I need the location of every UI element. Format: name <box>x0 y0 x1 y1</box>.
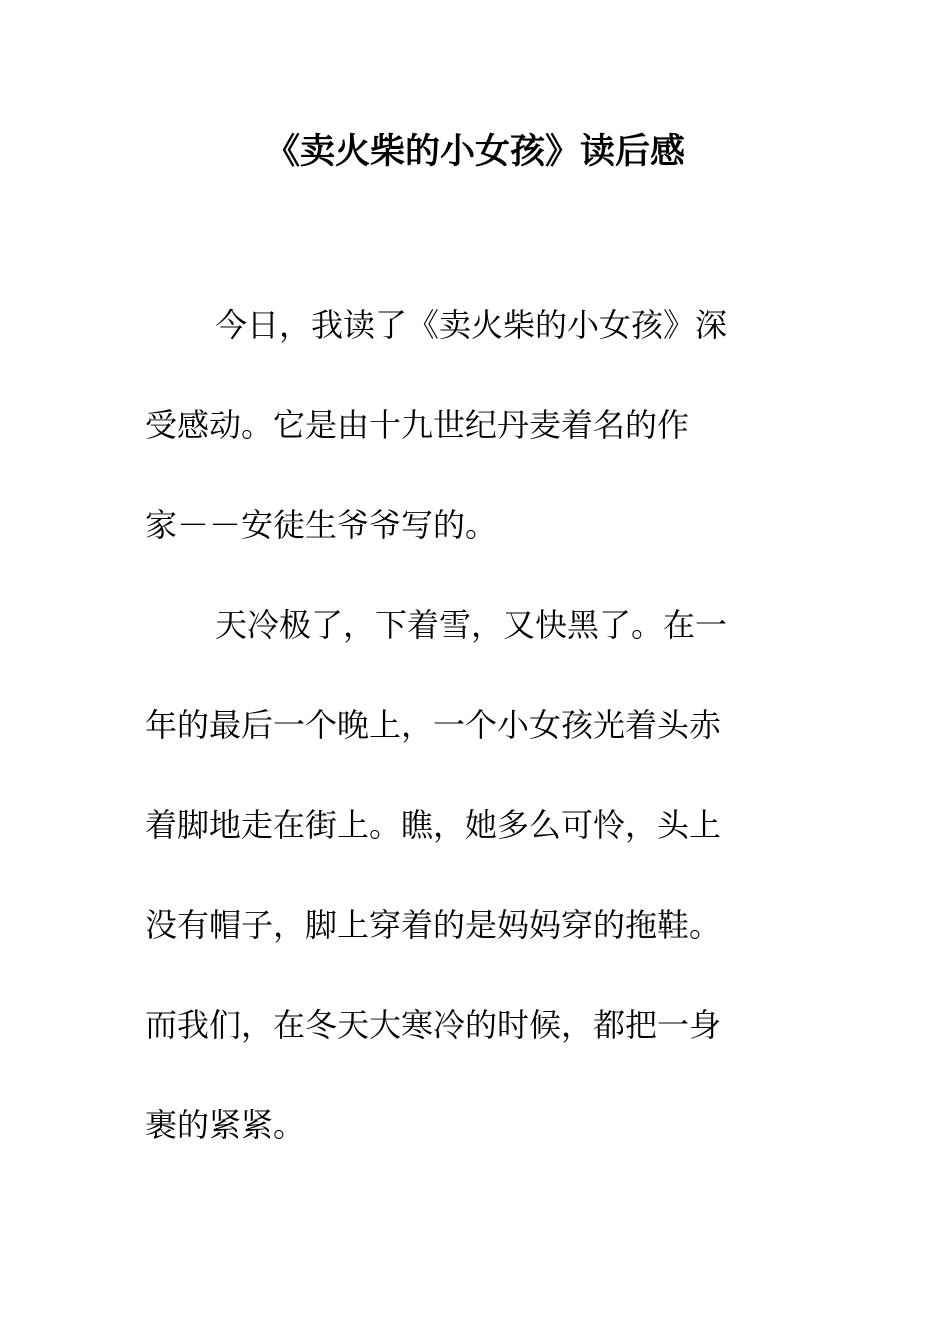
paragraph-2-line-6: 裹的紧紧。 <box>145 1106 306 1144</box>
paragraph-2-line-2: 年的最后一个晚上，一个小女孩光着头赤 <box>145 706 722 744</box>
paragraph-1-line-2: 受感动。它是由十九世纪丹麦着名的作 <box>145 406 690 444</box>
paragraph-2-line-1: 天冷极了，下着雪，又快黑了。在一 <box>215 606 728 644</box>
paragraph-2-line-4: 没有帽子，脚上穿着的是妈妈穿的拖鞋。 <box>145 906 722 944</box>
paragraph-2-line-5: 而我们，在冬天大寒冷的时候，都把一身 <box>145 1006 722 1044</box>
paragraph-2-line-3: 着脚地走在街上。瞧，她多么可怜，头上 <box>145 806 722 844</box>
paragraph-1-line-3: 家－－安徒生爷爷写的。 <box>145 506 498 544</box>
paragraph-1-line-1: 今日，我读了《卖火柴的小女孩》深 <box>215 306 728 344</box>
document-title: 《卖火柴的小女孩》读后感 <box>264 131 685 172</box>
